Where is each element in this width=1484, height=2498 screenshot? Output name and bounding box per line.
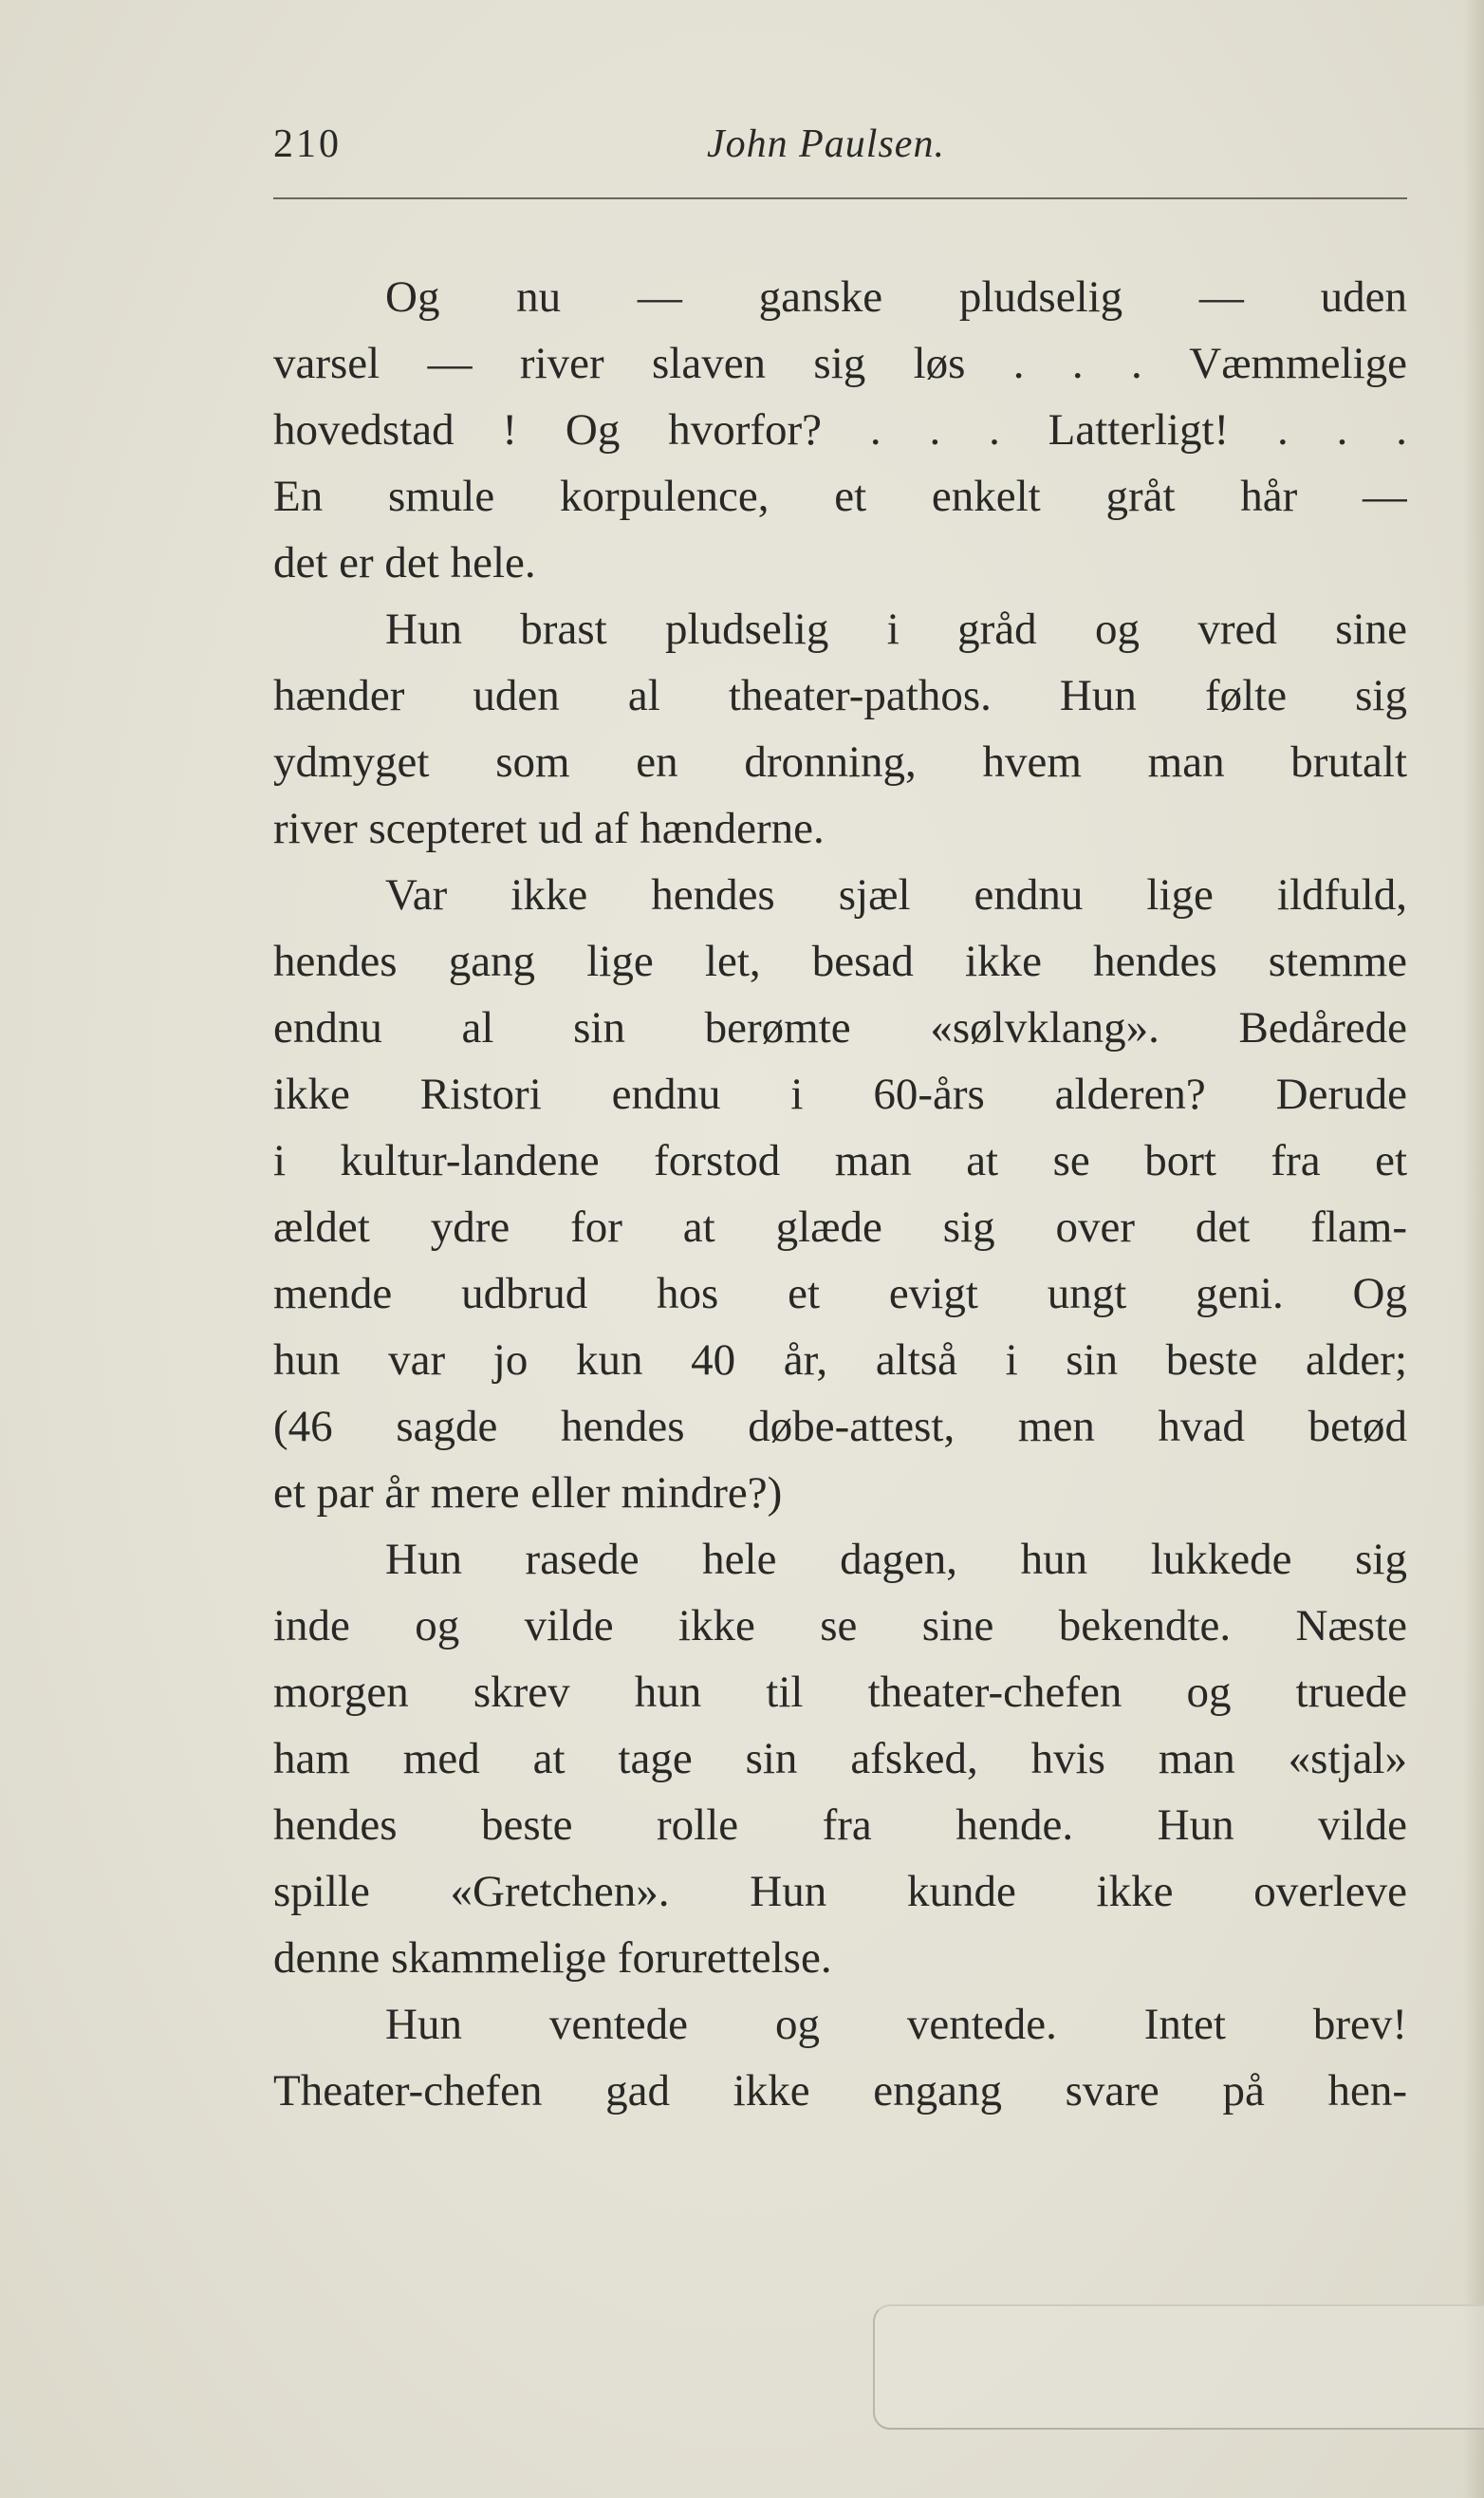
text-line: denne skammelige forurettelse. xyxy=(273,1933,832,1983)
text-line: morgen skrev hun til theater-chefen og truede xyxy=(273,1668,1407,1717)
text-line: En smule korpulence, et enkelt gråt hår — xyxy=(273,472,1407,521)
header-rule xyxy=(273,197,1407,199)
text-line: (46 sagde hendes døbe-attest, men hvad betød xyxy=(273,1402,1407,1451)
text-line: Og nu — ganske pludselig — uden xyxy=(385,272,1407,322)
text-line: det er det hele. xyxy=(273,538,536,587)
body-text xyxy=(273,264,1407,2124)
text-line: ham med at tage sin afsked, hvis man «stjal» xyxy=(273,1734,1407,1783)
text-line: varsel — river slaven sig løs . . . Væmmelige xyxy=(273,339,1407,388)
text-line: ikke Ristori endnu i 60-års alderen? Derude xyxy=(273,1070,1407,1119)
text-line: hænder uden al theater-pathos. Hun følte sig xyxy=(273,671,1407,720)
text-line: river scepteret ud af hænderne. xyxy=(273,804,825,853)
text-line: hendes beste rolle fra hende. Hun vilde xyxy=(273,1800,1407,1850)
page-number: 210 xyxy=(273,122,342,166)
text-line: inde og vilde ikke se sine bekendte. Næste xyxy=(273,1601,1407,1650)
text-line: spille «Gretchen». Hun kunde ikke overleve xyxy=(273,1867,1407,1916)
page-edge-shadow xyxy=(1463,0,1484,2498)
text-line: Hun rasede hele dagen, hun lukkede sig xyxy=(385,1535,1407,1584)
text-line: et par år mere eller mindre?) xyxy=(273,1468,783,1518)
paper-slip xyxy=(873,2304,1484,2430)
text-line: hun var jo kun 40 år, altså i sin beste alder; xyxy=(273,1335,1407,1385)
text-line: endnu al sin berømte «sølvklang». Bedårede xyxy=(273,1003,1407,1053)
text-line: i kultur-landene forstod man at se bort fra et xyxy=(273,1136,1407,1185)
text-line: Var ikke hendes sjæl endnu lige ildfuld, xyxy=(385,870,1407,920)
text-line: hovedstad ! Og hvorfor? . . . Latterligt! . . . xyxy=(273,405,1407,455)
text-line: ældet ydre for at glæde sig over det flam- xyxy=(273,1202,1407,1252)
running-head: John Paulsen. xyxy=(707,122,945,166)
text-line: mende udbrud hos et evigt ungt geni. Og xyxy=(273,1269,1407,1318)
text-line: Hun ventede og ventede. Intet brev! xyxy=(385,2000,1407,2049)
page-header xyxy=(273,121,1407,182)
text-line: ydmyget som en dronning, hvem man brutalt xyxy=(273,737,1407,787)
text-line: Theater-chefen gad ikke engang svare på hen- xyxy=(273,2066,1407,2116)
text-line: hendes gang lige let, besad ikke hendes stemme xyxy=(273,937,1407,986)
text-line: Hun brast pludselig i gråd og vred sine xyxy=(385,605,1407,654)
